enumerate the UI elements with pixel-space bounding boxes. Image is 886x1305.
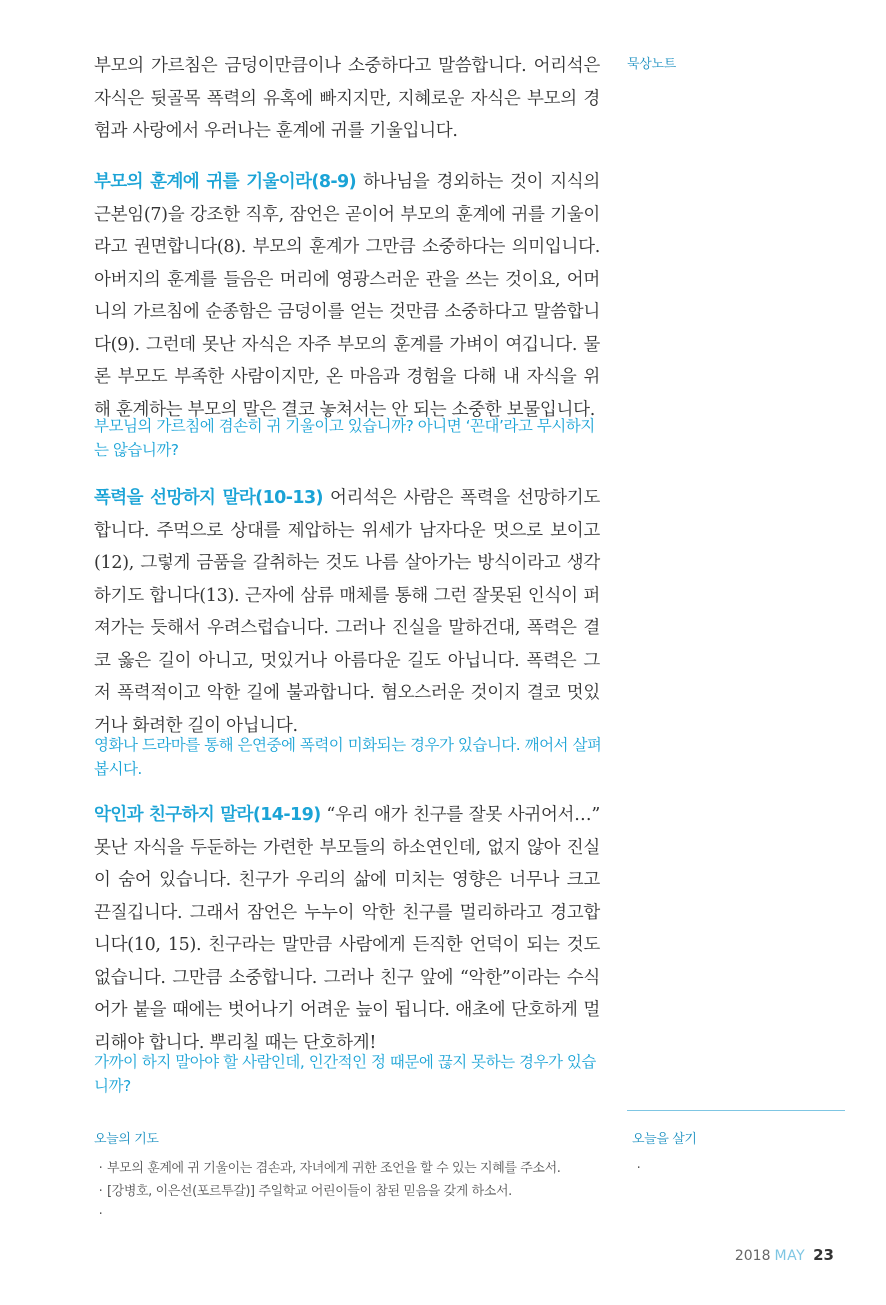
prayer-item — [94, 1180, 614, 1203]
reflection-question: 부모님의 가르침에 겸손히 귀 기울이고 있습니까? 아니면 ‘꼰대’라고 무시하지는 않습니까? — [94, 417, 595, 459]
bullet-icon: · — [98, 1184, 103, 1199]
prayer-item — [94, 1203, 614, 1226]
reflection-question: 가까이 하지 말아야 할 사람인데, 인간적인 정 때문에 끊지 못하는 경우가 있습니까? — [94, 1053, 596, 1095]
prayer-item-text: [강병호, 이은선(포르투갈)] 주일학교 어린이들이 참된 믿음을 갖게 하소서. — [107, 1184, 512, 1199]
prayer-item-text: 부모의 훈계에 귀 기울이는 겸손과, 자녀에게 귀한 조언을 할 수 있는 지혜를 주소서. — [107, 1161, 561, 1176]
page-footer — [735, 1246, 834, 1264]
section-body: 하나님을 경외하는 것이 지식의 근본임(7)을 강조한 직후, 잠언은 곧이어 부모의 훈계에 귀를 기울이라고 권면합니다(8). 부모의 훈계가 그만큼 소중하다는 의미입니다. 아버지의 훈계를 들음은 머리에 영광스러운 관을 쓰는 것이요, 어머니의 가르침에 순종함은 금덩이를 얻는 것만큼 소중하다고 말씀합니다(9). 그런데 못난 자식은 자주 부모의 훈계를 가벼이 여깁니다. 물론 부모도 부족한 사람이지만, 온 마음과 경험을 다해 내 자식을 위해 훈계하는 부모의 말은 결코 놓쳐서는 안 되는 소중한 보물입니다. — [94, 172, 601, 420]
prayer-title: 오늘의 기도 — [94, 1132, 159, 1147]
section-paragraph — [94, 799, 600, 1059]
living-today — [632, 1128, 842, 1180]
divider-line — [627, 1110, 845, 1111]
section-heading: 부모의 훈계에 귀를 기울이라(8-9) — [94, 172, 357, 192]
section-heading: 악인과 친구하지 말라(14-19) — [94, 805, 321, 825]
section-body: “우리 애가 친구를 잘못 사귀어서…” 못난 자식을 두둔하는 가련한 부모들의 하소연인데, 없지 않아 진실이 숨어 있습니다. 친구가 우리의 삶에 미치는 영향은 너무나 크고 끈질깁니다. 그래서 잠언은 누누이 악한 친구를 멀리하라고 경고합니다(10, 15). 친구라는 말만큼 사람에게 든직한 언덕이 되는 것도 없습니다. 그만큼 소중합니다. 그러나 친구 앞에 “악한”이라는 수식어가 붙을 때에는 벗어나기 어려운 늪이 됩니다. 애초에 단호하게 멀리해야 합니다. 뿌리칠 때는 단호하게! — [94, 805, 600, 1053]
todays-prayer — [94, 1128, 614, 1226]
living-title: 오늘을 살기 — [632, 1132, 697, 1147]
page-number: 23 — [813, 1246, 834, 1264]
prayer-item — [94, 1157, 614, 1180]
section-heading: 폭력을 선망하지 말라(10-13) — [94, 488, 323, 508]
reflection-question: 영화나 드라마를 통해 은연중에 폭력이 미화되는 경우가 있습니다. 깨어서 살펴봅시다. — [94, 736, 602, 778]
living-item — [632, 1157, 842, 1180]
section-body: 어리석은 사람은 폭력을 선망하기도 합니다. 주먹으로 상대를 제압하는 위세가 남자다운 멋으로 보이고(12), 그렇게 금품을 갈취하는 것도 나름 살아가는 방식이라고 생각하기도 합니다(13). 근자에 삼류 매체를 통해 그런 잘못된 인식이 퍼져가는 듯해서 우려스럽습니다. 그러나 진실을 말하건대, 폭력은 결코 옳은 길이 아니고, 멋있거나 아름다운 길도 아닙니다. 폭력은 그저 폭력적이고 악한 길에 불과합니다. 혐오스러운 것이지 결코 멋있거나 화려한 길이 아닙니다. — [94, 488, 600, 736]
bullet-icon: · — [636, 1161, 641, 1176]
bullet-icon: · — [98, 1207, 103, 1222]
intro-paragraph: 부모의 가르침은 금덩이만큼이나 소중하다고 말씀합니다. 어리석은 자식은 뒷골목 폭력의 유혹에 빠지지만, 지혜로운 자식은 부모의 경험과 사랑에서 우러나는 훈계에 귀를 기울입니다. — [94, 56, 600, 141]
section-paragraph — [94, 482, 600, 742]
footer-month: MAY — [774, 1248, 806, 1264]
section-paragraph — [94, 166, 600, 426]
bullet-icon: · — [98, 1161, 103, 1176]
footer-year: 2018 — [734, 1248, 771, 1264]
meditation-note-label: 묵상노트 — [627, 57, 677, 72]
